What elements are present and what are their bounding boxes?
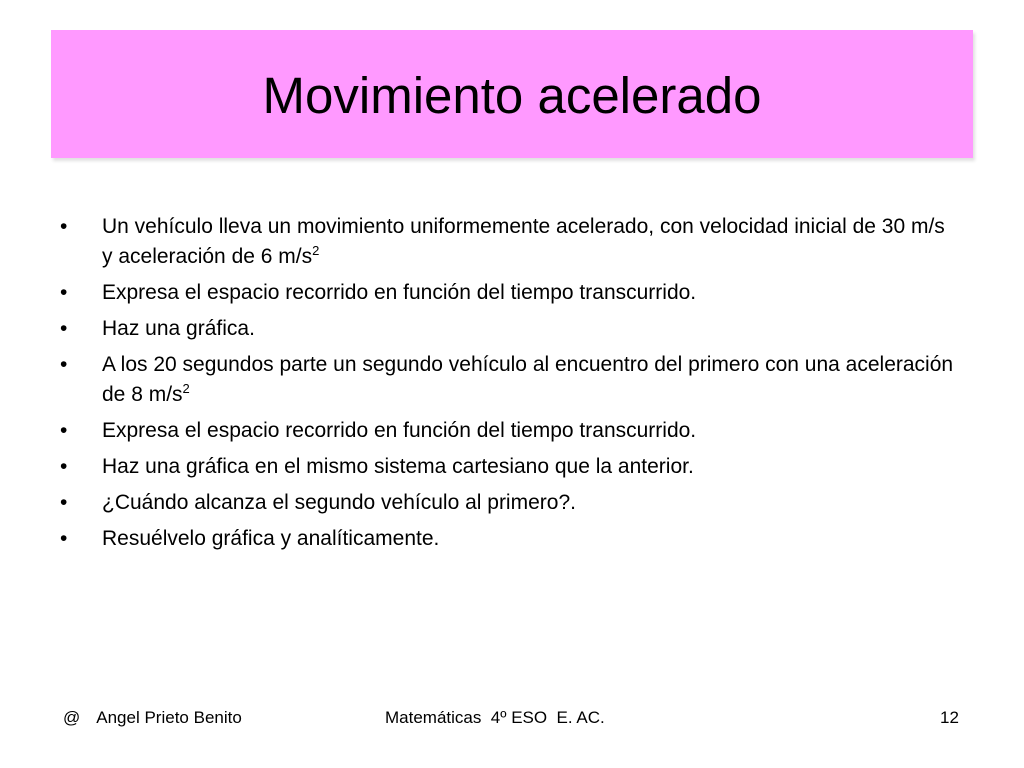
bullet-text: Un vehículo lleva un movimiento uniformemente acelerado, con velocidad inicial de 30 m/s y aceleración de 6 m/s bbox=[102, 215, 945, 268]
page-number: 12 bbox=[940, 708, 959, 727]
bullet-item bbox=[60, 278, 960, 308]
bullet-marker: • bbox=[60, 419, 68, 442]
bullet-marker: • bbox=[60, 491, 68, 514]
superscript: 2 bbox=[182, 381, 190, 396]
slide-title: Movimiento acelerado bbox=[262, 66, 762, 124]
bullet-item bbox=[60, 488, 960, 518]
bullet-marker: • bbox=[60, 455, 68, 478]
bullet-text: Haz una gráfica en el mismo sistema cartesiano que la anterior. bbox=[102, 455, 694, 478]
superscript: 2 bbox=[312, 243, 320, 258]
bullet-text: Resuélvelo gráfica y analíticamente. bbox=[102, 527, 440, 550]
bullet-item bbox=[60, 350, 960, 410]
bullet-item bbox=[60, 212, 960, 272]
title-banner bbox=[51, 30, 973, 158]
at-symbol: @ bbox=[63, 708, 81, 727]
bullet-marker: • bbox=[60, 527, 68, 550]
bullet-item bbox=[60, 314, 960, 344]
bullet-text: A los 20 segundos parte un segundo vehículo al encuentro del primero con una aceleración de 8 m/s bbox=[102, 353, 954, 406]
bullet-text: Expresa el espacio recorrido en función del tiempo transcurrido. bbox=[102, 419, 697, 442]
footer-author bbox=[63, 708, 242, 728]
bullet-text: ¿Cuándo alcanza el segundo vehículo al primero?. bbox=[102, 491, 576, 514]
bullet-text: Haz una gráfica. bbox=[102, 317, 255, 340]
bullet-marker: • bbox=[60, 353, 68, 376]
author-name: Angel Prieto Benito bbox=[96, 708, 242, 727]
bullet-marker: • bbox=[60, 215, 68, 238]
bullet-item bbox=[60, 416, 960, 446]
footer-course: Matemáticas 4º ESO E. AC. bbox=[385, 708, 605, 727]
bullet-list bbox=[60, 212, 960, 560]
bullet-marker: • bbox=[60, 281, 68, 304]
bullet-marker: • bbox=[60, 317, 68, 340]
bullet-item bbox=[60, 452, 960, 482]
bullet-text: Expresa el espacio recorrido en función del tiempo transcurrido. bbox=[102, 281, 697, 304]
bullet-item bbox=[60, 524, 960, 554]
